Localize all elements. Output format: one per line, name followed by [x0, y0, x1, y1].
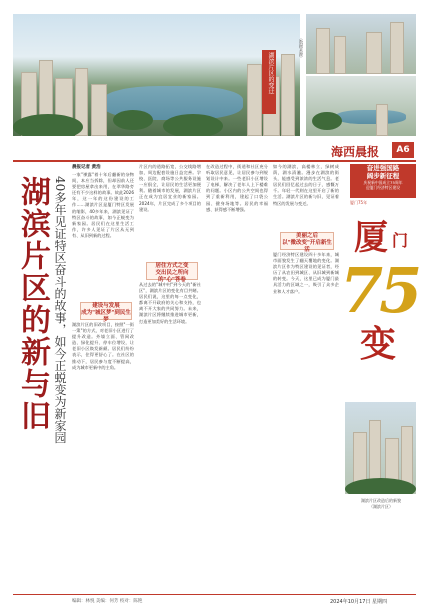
big-mark-number: 75 [340, 254, 419, 327]
bottom-right-photo [345, 402, 416, 494]
theme-tag-sub: 厦门75年 [350, 200, 368, 205]
column-3: 在改造过程中，街道和社区充分听取居民意见，让居民参与到规划设计中来。一些老旧小区增设了电梯，解决了老年人上下楼难的问题。小区内的公共空间也得到了重新利用，建起了口袋公园、健身场地等。居民的幸福感、获得感不断增强。 [206, 164, 268, 212]
aerial-city-photo [13, 14, 300, 136]
subhead-1-line1: 建设与发展 [92, 303, 120, 309]
subhead-3 [280, 232, 334, 253]
bottom-photo-caption-2: （湖滨片区） [369, 503, 393, 509]
subhead-3-line2: 以"微改变"开启新生活 [282, 240, 332, 253]
big-mark-char-bian: 变 [360, 323, 397, 365]
theme-line-3: 庆祝新中国成立75周年 [363, 180, 403, 185]
theme-tag [350, 164, 416, 198]
subhead-2-line1: 居住方式之变 [155, 263, 189, 269]
column-4: 如今的湖滨，高楼林立，绿树成荫，湖水清澈。漫步在湖滨的街头，能感受到浓浓的生活气息。老居民们回忆起过去的日子，感慨万千。年轻一代则在这里开启了新的生活。湖滨片区的新与旧，见证着特区的发展与变迁。 [273, 164, 339, 206]
masthead-logo: 海西晨报 [331, 145, 380, 159]
column-2b: 从过去的"城中村"到今天的"新社区"，湖滨片区的变化有目共睹。居民们说，这里的每一点变化，都离不开政府的关心和支持，也离不开大家的共同努力。未来，湖滨片区将继续推进城市更新，打造更加美好的生活环境。 [139, 282, 201, 324]
subhead-3-line1: 美丽之后 [295, 233, 318, 239]
column-1b: 湖滨片区的旧改项目，按照"一街一策"的方式，对老旧小区进行了提升改造。外墙立面、管网改造、绿化提升、停车位增设，让老旧小区焕发新颜。居民们纷纷表示，住得更舒心了。在社区的推动下，居民参与度不断提高，成为城市更新中的主角。 [72, 322, 134, 370]
right-top-photo [306, 14, 416, 74]
column-1: 一家"裸露"着十年后翻新的杂物间，本应当拆除，但却因前人还要把房屋拿出来用，在翠华路旁还有不少这样的故事。故此2026年，这一年的这份建设的工作……湖滨片区是厦门特区发展的缩影，40多年来，湖滨见证了特区奋斗的故事，如今正蜕变为新家园。居民们在这里生活工作，许多人见证了片区从无到有、从旧到新的过程。 [72, 172, 134, 238]
theme-line-1: 奋进强国路 [366, 164, 400, 172]
big-mark-char-xia: 厦 [354, 218, 388, 258]
footer-rule [13, 594, 416, 595]
footer-editor: 编辑：林悦 美编：何芳 校对：陈艳 [72, 599, 143, 604]
theme-line-2: 阔步新征程 [366, 172, 400, 180]
column-4b: 厦门经济特区建设四十多年来，城市面貌发生了翻天覆地的变化。湖滨片区作为特区建设的见证者，经历了从农田到城区、从旧城到新城的转变。今天，这里已成为厦门最具活力的区域之一，吸引了众多企业和人才落户。 [273, 252, 339, 294]
footer-date: 2024年10月17日 星期四 [330, 599, 388, 605]
right-photo-caption: （数据来源） [299, 36, 304, 60]
bottom-photo-caption-1: 湖滨片区改造后的新貌 [361, 498, 401, 503]
article-headline: 湖滨片区的新与旧 [15, 176, 50, 432]
big-mark-char-men: 门 [392, 231, 409, 250]
page-number-badge: A6 [392, 142, 414, 158]
byline: 晨报记者 黄浩 [72, 165, 101, 170]
column-2: 片区内的道路拓宽，公交线路增加，周边配套设施日益完善。学校、医院、商场等公共服务设施一应俱全，让居民的生活更加便利。随着城市的发展，湖滨片区正在成为宜居宜业的新家园。2024年，片区完成了多个项目的建设。 [139, 164, 201, 212]
article-kicker: 40多年见证特区奋斗的故事，如今正蜕变为新家园 [53, 176, 67, 444]
right-mid-photo [306, 76, 416, 136]
bottom-photo-caption [346, 498, 416, 509]
subhead-2 [146, 262, 198, 283]
theme-line-4: 迎厦门经济特区建设 [365, 185, 401, 190]
subhead-1-line2: 成为"城区梦"到民生梦 [81, 310, 131, 323]
subhead-1 [80, 302, 132, 323]
top-photo-caption: 湖滨片区的变迁 [262, 50, 276, 114]
subhead-2-line2: 交出民之所向的"心"答卷 [155, 270, 189, 283]
masthead-rule [13, 160, 416, 162]
